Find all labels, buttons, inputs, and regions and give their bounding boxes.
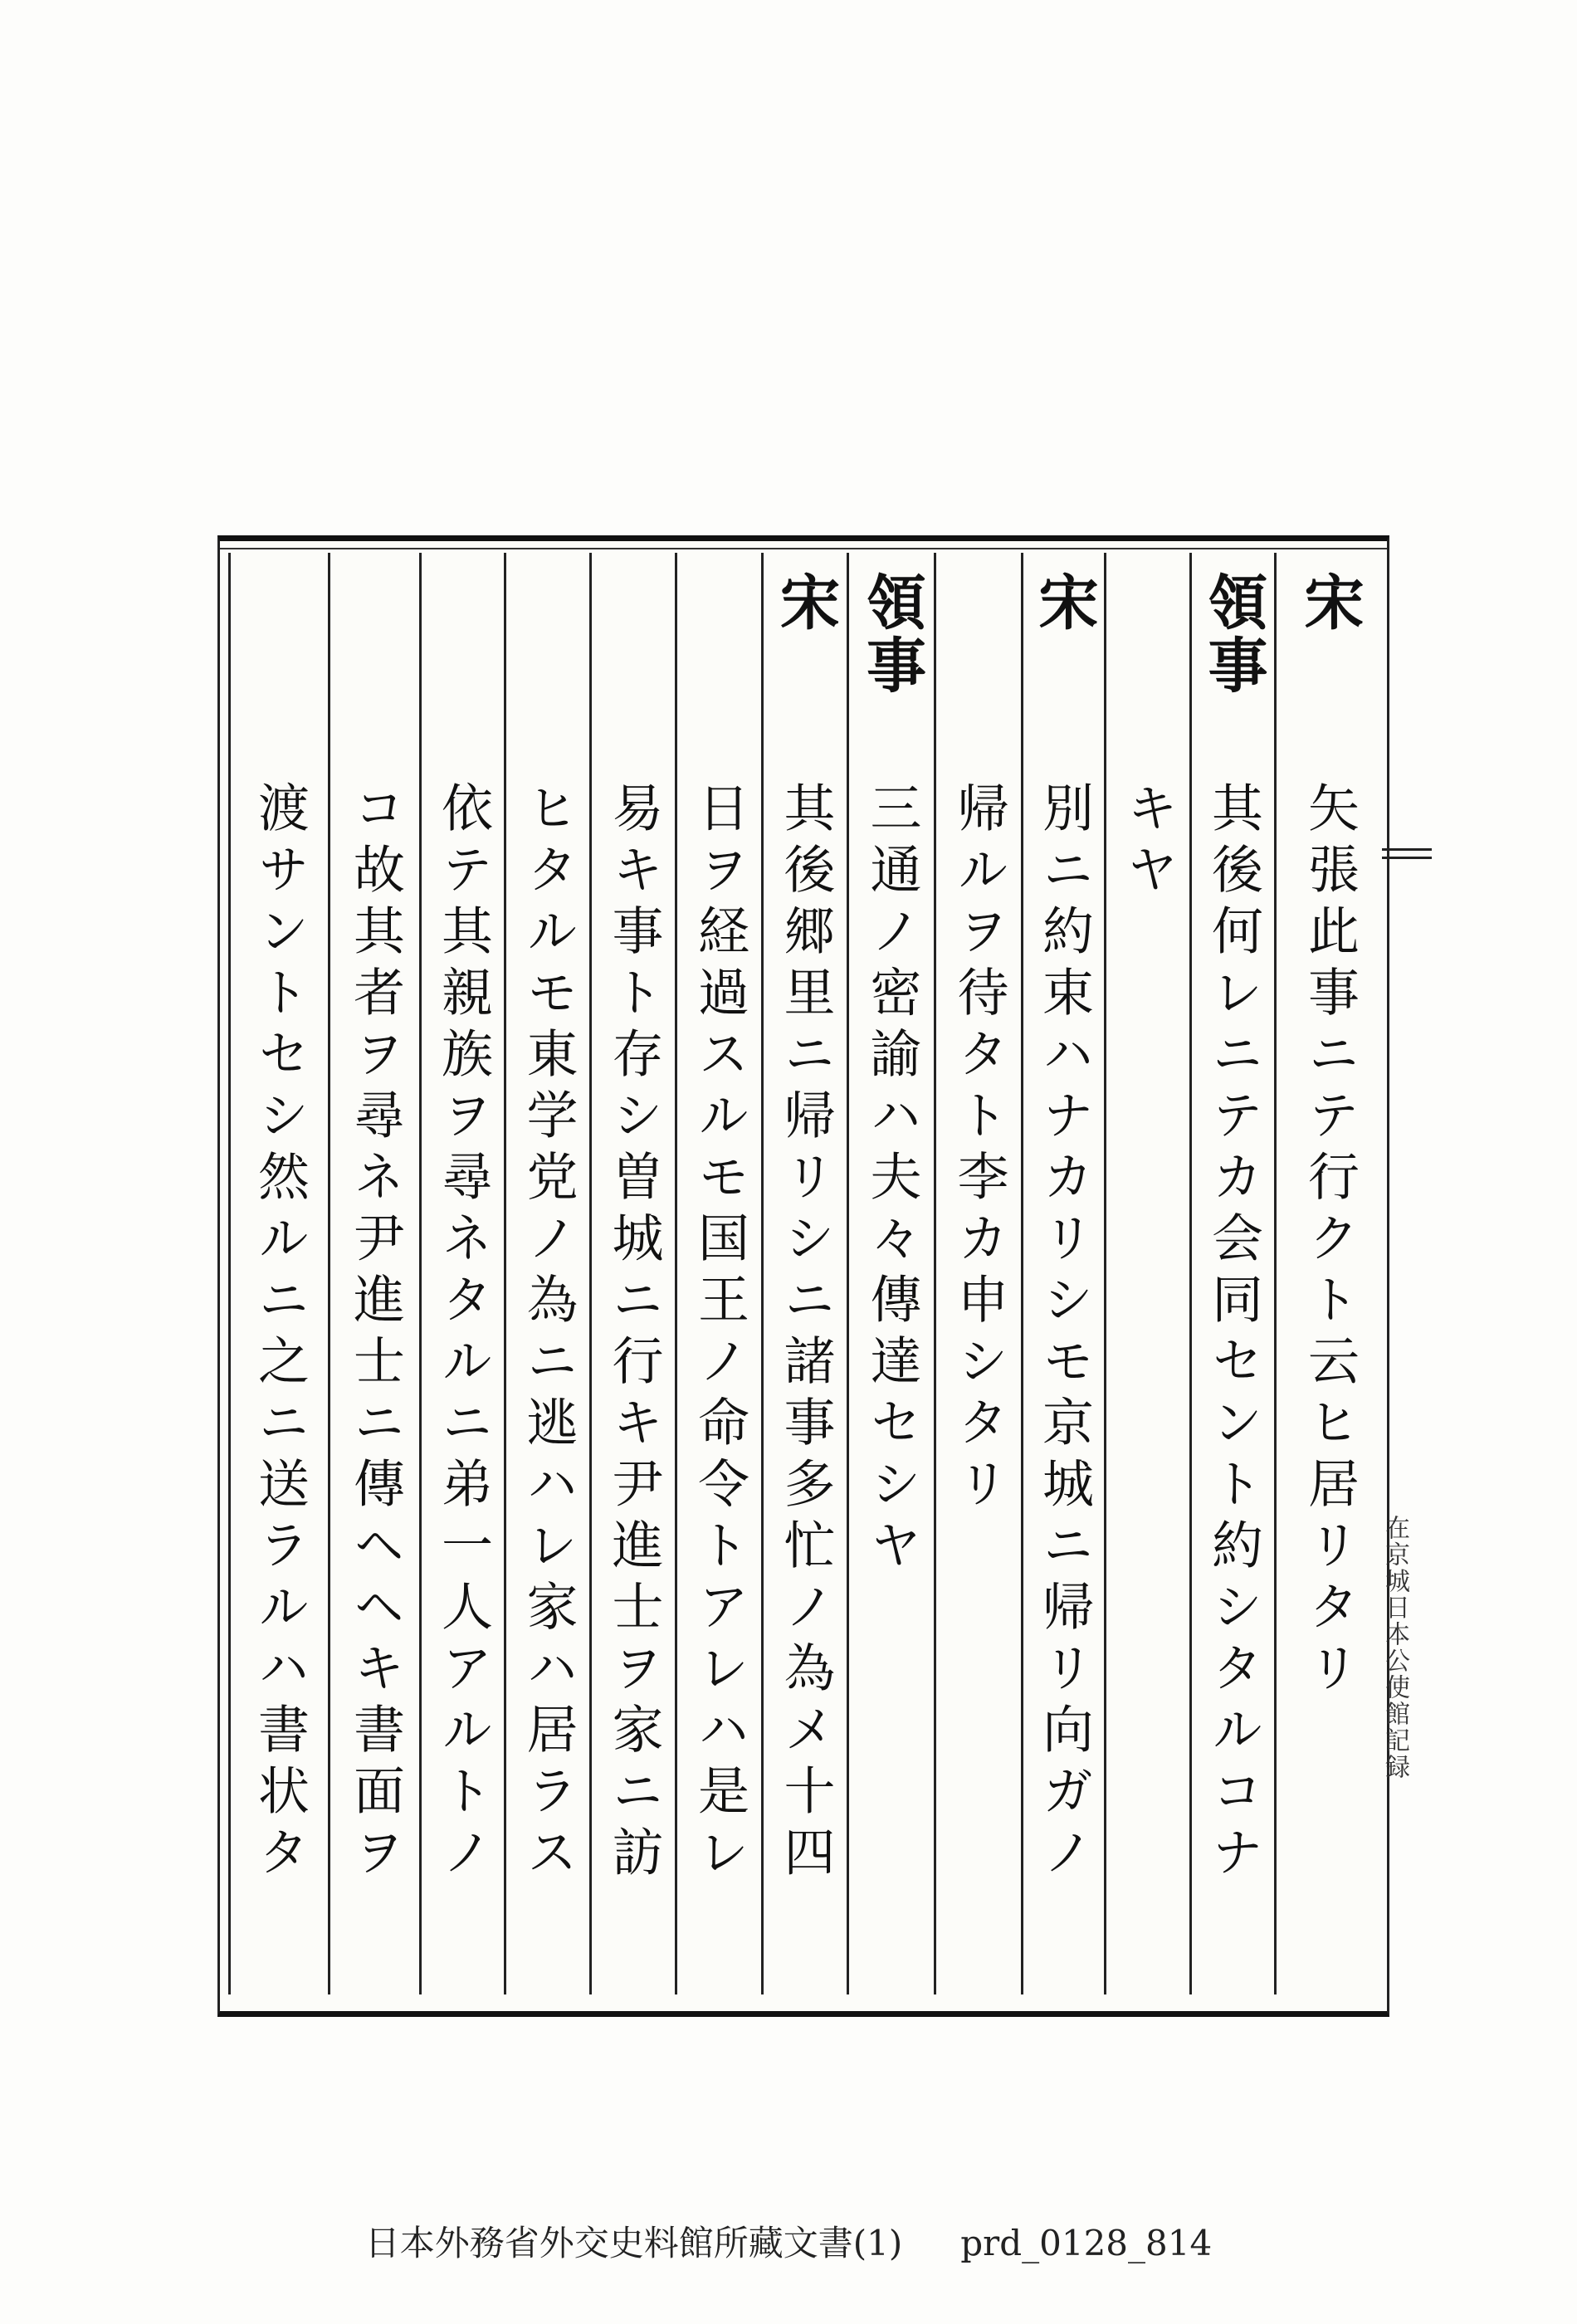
column-5 <box>934 553 1021 1994</box>
speaker-label: 領事 <box>1198 571 1269 697</box>
column-text: コ故其者ヲ尋ネ尹進士ニ傳ヘヘキ書面ヲ <box>344 781 406 1887</box>
column-13 <box>228 553 328 1994</box>
column-text: 易キ事ト存シ曽城ニ行キ尹進士ヲ家ニ訪 <box>603 781 664 1887</box>
column-text: 渡サントセシ然ルニ之ニ送ラルハ書状タ <box>249 781 310 1887</box>
column-text: 矢張此事ニテ行クト云ヒ居リタリ <box>1299 781 1360 1702</box>
column-1 <box>1274 553 1382 1994</box>
column-6 <box>847 553 934 1994</box>
archive-name: 日本外務省外交史料館所藏文書(1) <box>364 2223 903 2263</box>
column-4 <box>1021 553 1104 1994</box>
speaker-label: 宋 <box>1028 571 1100 634</box>
column-text: 依テ其親族ヲ尋ネタルニ弟一人アルトノ <box>432 781 494 1887</box>
margin-tick <box>1382 857 1432 859</box>
speaker-label: 宋 <box>770 571 841 634</box>
column-text: 別ニ約束ハナカリシモ京城ニ帰リ向ガノ <box>1033 781 1095 1887</box>
speaker-label: 領事 <box>857 571 927 697</box>
column-11 <box>419 553 504 1994</box>
column-text: 日ヲ経過スルモ国王ノ命令トアレハ是レ <box>689 781 750 1887</box>
column-text: 其後郷里ニ帰リシニ諸事多忙ノ為メ十四 <box>775 781 836 1887</box>
archive-reference: prd_0128_814 <box>960 2223 1213 2263</box>
margin-note: 在京城日本公使館記録 <box>1380 1515 1409 1780</box>
column-text: ヒタルモ東学党ノ為ニ逃ハレ家ハ居ラス <box>518 781 579 1887</box>
archive-caption <box>0 2216 1577 2266</box>
column-12 <box>328 553 419 1994</box>
column-text: キヤ <box>1118 781 1179 904</box>
column-3 <box>1104 553 1189 1994</box>
speaker-label: 宋 <box>1294 571 1365 634</box>
column-9 <box>589 553 675 1994</box>
column-2 <box>1189 553 1274 1994</box>
column-10 <box>504 553 589 1994</box>
column-8 <box>675 553 761 1994</box>
column-text: 三通ノ密諭ハ夫々傳達セシヤ <box>862 781 922 1579</box>
column-text: 帰ルヲ待タト李カ申シタリ <box>949 781 1009 1518</box>
record-sheet <box>217 535 1389 2017</box>
column-7 <box>761 553 847 1994</box>
margin-tick <box>1382 848 1432 851</box>
column-text: 其後何レニテカ会同セント約シタルコナ <box>1203 781 1264 1887</box>
